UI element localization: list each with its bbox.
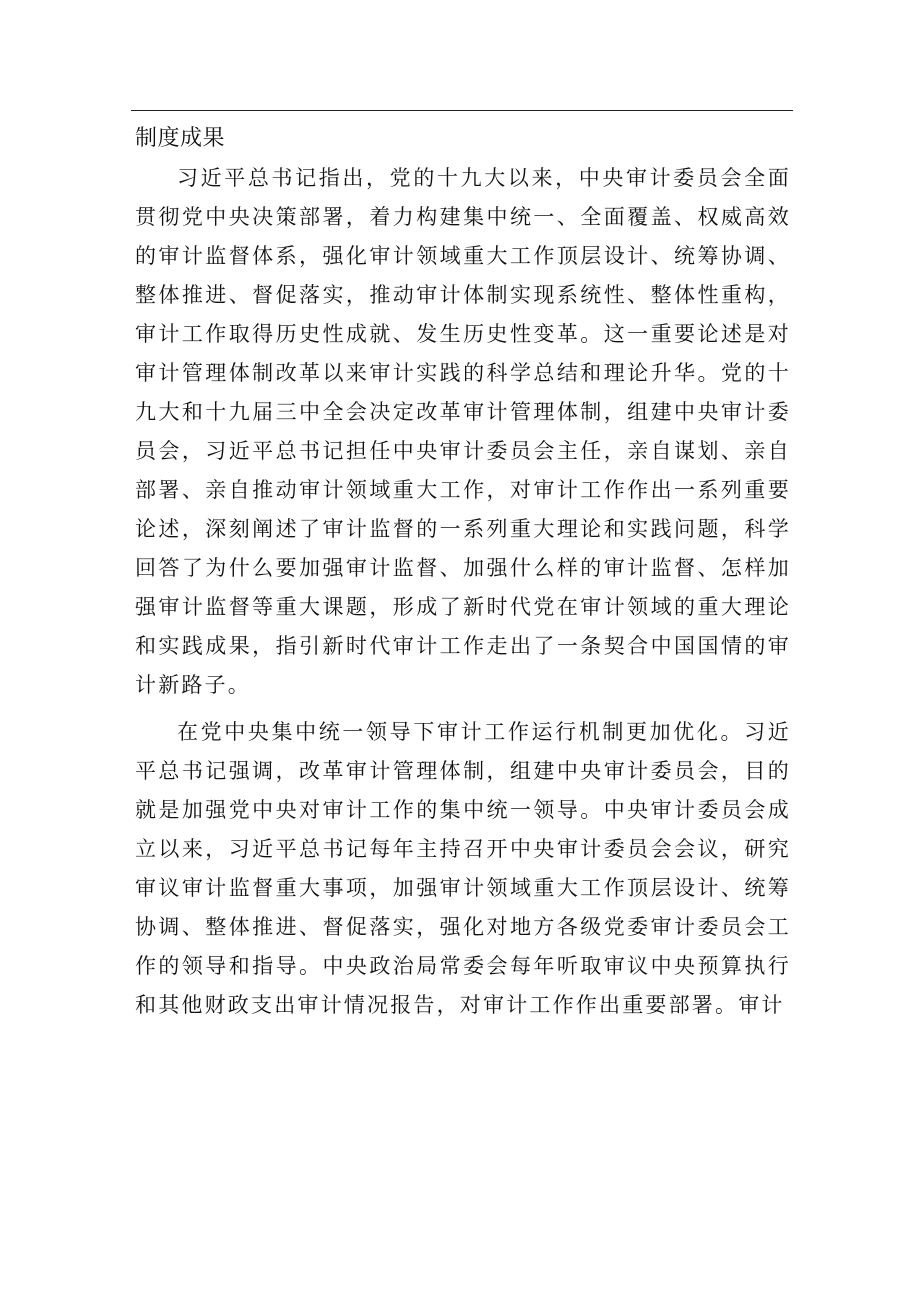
section-heading: 制度成果 bbox=[135, 126, 226, 151]
document-body bbox=[135, 159, 791, 1033]
header-rule bbox=[131, 110, 793, 111]
paragraph-1: 习近平总书记指出，党的十九大以来，中央审计委员会全面贯彻党中央决策部署，着力构建集中统一、全面覆盖、权威高效的审计监督体系，强化审计领域重大工作顶层设计、统筹协调、整体推进、督促落实，推动审计体制实现系统性、整体性重构，审计工作取得历史性成就、发生历史性变革。这一重要论述是对审计管理体制改革以来审计实践的科学总结和理论升华。党的十九大和十九届三中全会决定改革审计管理体制，组建中央审计委员会，习近平总书记担任中央审计委员会主任，亲自谋划、亲自部署、亲自推动审计领域重大工作，对审计工作作出一系列重要论述，深刻阐述了审计监督的一系列重大理论和实践问题，科学回答了为什么要加强审计监督、加强什么样的审计监督、怎样加强审计监督等重大课题，形成了新时代党在审计领域的重大理论和实践成果，指引新时代审计工作走出了一条契合中国国情的审计新路子。 bbox=[135, 166, 791, 697]
paragraph-2: 在党中央集中统一领导下审计工作运行机制更加优化。习近平总书记强调，改革审计管理体制，组建中央审计委员会，目的就是加强党中央对审计工作的集中统一领导。中央审计委员会成立以来，习近平总书记每年主持召开中央审计委员会会议，研究审议审计监督重大事项，加强审计领域重大工作顶层设计、统筹协调、整体推进、督促落实，强化对地方各级党委审计委员会工作的领导和指导。中央政治局常委会每年听取审议中央预算执行和其他财政支出审计情况报告，对审计工作作出重要部署。审计 bbox=[135, 720, 791, 1017]
